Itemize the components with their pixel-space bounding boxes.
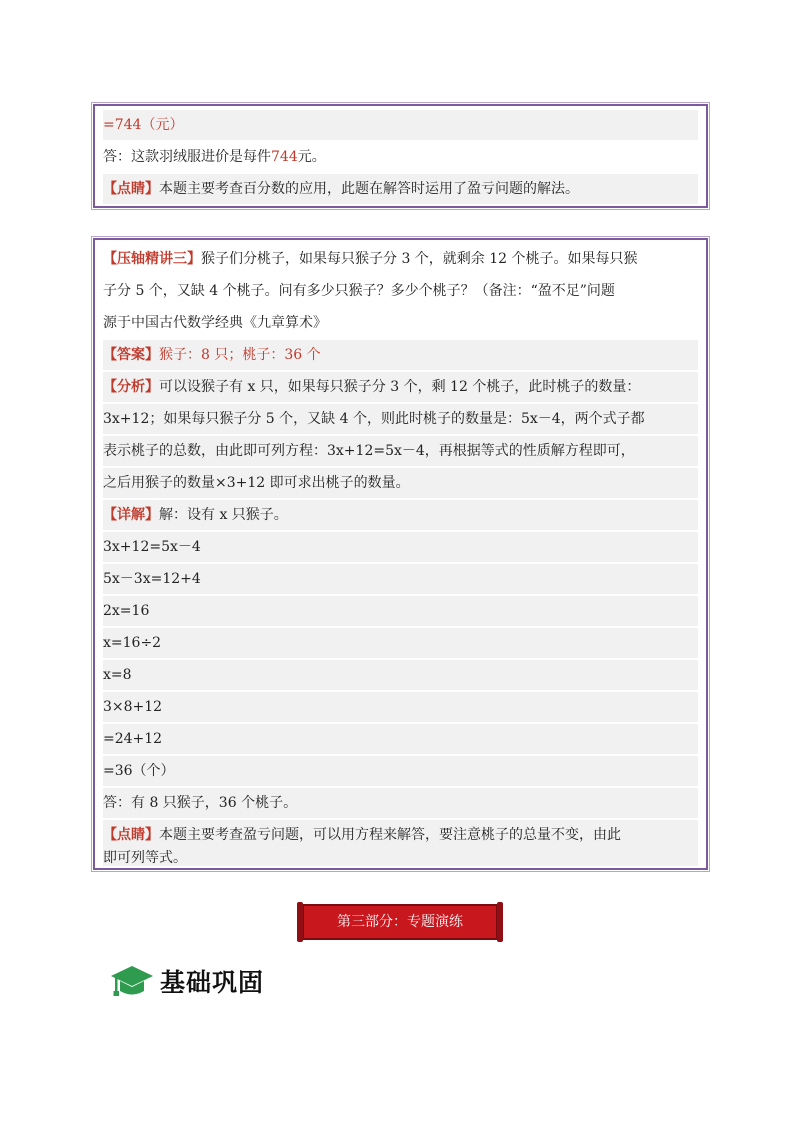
detail-line: 【详解】解：设有 x 只猴子。 <box>103 500 698 530</box>
step-line: x=8 <box>103 660 698 690</box>
step-line: x=16÷2 <box>103 628 698 658</box>
step-line: 5x－3x=12+4 <box>103 564 698 594</box>
step-line: 3×8+12 <box>103 692 698 722</box>
step-line: 2x=16 <box>103 596 698 626</box>
solution-box-continued <box>93 104 708 208</box>
answer-line: 【答案】猴子：8 只；桃子：36 个 <box>103 340 698 370</box>
analysis-line-2: 3x+12；如果每只猴子分 5 个，又缺 4 个，则此时桃子的数量是：5x－4，两个式子都 <box>103 404 698 434</box>
step-line: =24+12 <box>103 724 698 754</box>
graduation-cap-icon <box>110 962 154 1000</box>
point-line: 【点睛】本题主要考查百分数的应用，此题在解答时运用了盈亏问题的解法。 <box>103 174 698 204</box>
final-answer-line: 答：有 8 只猴子，36 个桃子。 <box>103 788 698 818</box>
answer-line: 答：这款羽绒服进价是每件744元。 <box>103 149 326 165</box>
analysis-line-4: 之后用猴子的数量×3+12 即可求出桃子的数量。 <box>103 468 698 498</box>
step-line: 3x+12=5x－4 <box>103 532 698 562</box>
question-line-1: 【压轴精讲三】猴子们分桃子，如果每只猴子分 3 个，就剩余 12 个桃子。如果每只猴 <box>103 251 638 267</box>
equation-line: =744（元） <box>103 110 698 140</box>
section-banner: 第三部分：专题演练 <box>302 904 498 940</box>
step-line: =36（个） <box>103 756 698 786</box>
section-title: 基础巩固 <box>160 968 265 997</box>
example-box-3 <box>93 238 708 870</box>
analysis-line-3: 表示桃子的总数，由此即可列方程：3x+12=5x－4，再根据等式的性质解方程即可， <box>103 436 698 466</box>
point-line-2: 即可列等式。 <box>103 850 698 866</box>
question-line-3: 源于中国古代数学经典《九章算术》 <box>103 315 327 331</box>
question-line-2: 子分 5 个，又缺 4 个桃子。问有多少只猴子？多少个桃子？（备注：“盈不足”问题 <box>103 283 615 299</box>
analysis-line-1: 【分析】可以设猴子有 x 只，如果每只猴子分 3 个，剩 12 个桃子，此时桃子的数量： <box>103 372 698 402</box>
point-line-1: 【点睛】本题主要考查盈亏问题，可以用方程来解答，要注意桃子的总量不变，由此 <box>103 820 698 850</box>
